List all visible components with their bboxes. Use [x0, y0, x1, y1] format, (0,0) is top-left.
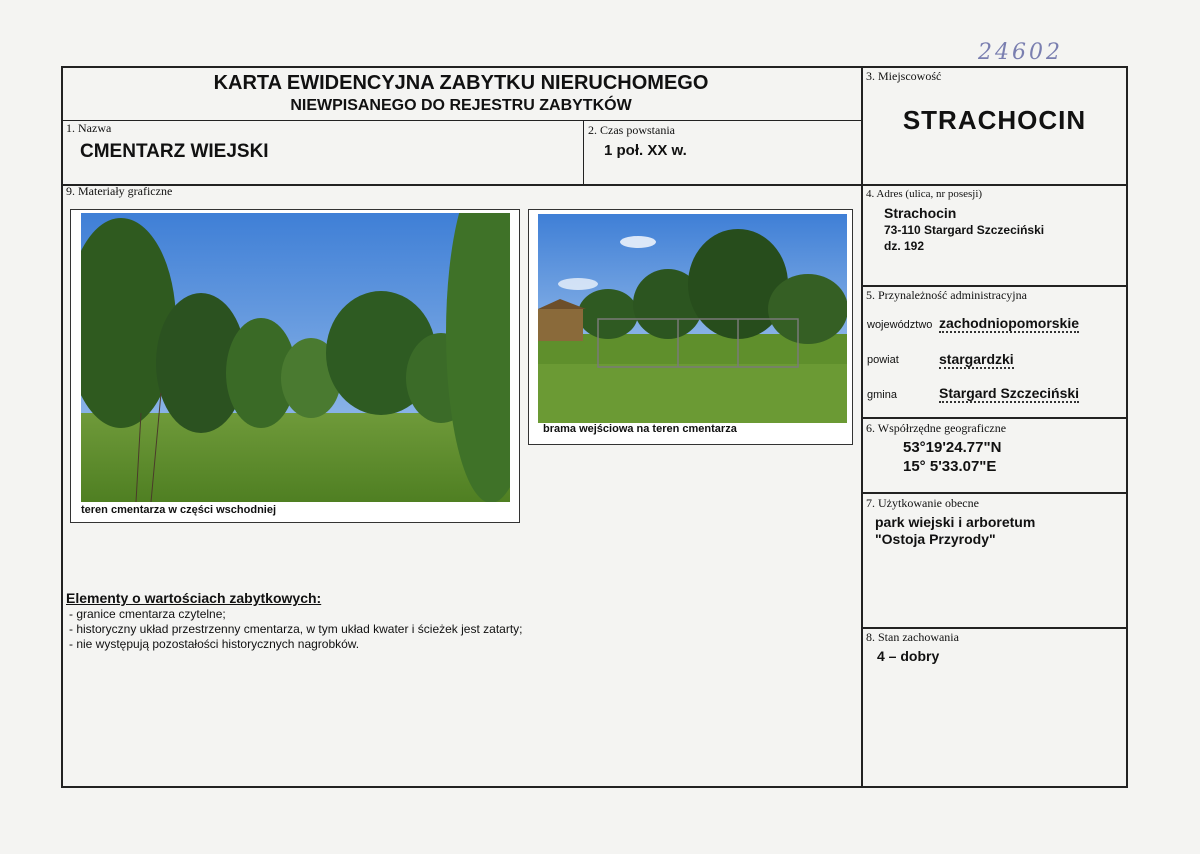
locality-value: STRACHOCIN: [902, 105, 1087, 135]
name-label: 1. Nazwa: [66, 121, 112, 135]
address-line2: 73-110 Stargard Szczeciński: [884, 223, 1045, 237]
locality-label: 3. Miejscowość: [866, 69, 942, 83]
address-label: 4. Adres (ulica, nr posesji): [866, 188, 983, 200]
photo1-caption: teren cmentarza w części wschodniej: [81, 504, 277, 516]
voivodeship-value: zachodniopomorskie: [939, 315, 1080, 331]
usage-line2: "Ostoja Przyrody": [875, 531, 996, 547]
frame-bottom: [61, 786, 1128, 788]
condition-label: 8. Stan zachowania: [866, 630, 959, 644]
date-label: 2. Czas powstania: [588, 123, 675, 137]
list-item: - historyczny układ przestrzenny cmentarza, w tym układ kwater i ścieżek jest zatarty;: [69, 622, 523, 636]
address-line1: Strachocin: [884, 205, 957, 221]
county-value: stargardzki: [939, 351, 1014, 367]
list-item: - granice cmentarza czytelne;: [69, 607, 226, 621]
document-number: 24602: [978, 40, 1063, 65]
coords-latitude: 53°19'24.77"N: [903, 439, 1002, 456]
address-line3: dz. 192: [884, 239, 925, 253]
elements-list: [69, 607, 523, 652]
cemetery-east-photo: [81, 213, 510, 502]
county-label: powiat: [867, 354, 899, 366]
commune-value: Stargard Szczeciński: [939, 385, 1080, 401]
admin-label: 5. Przynależność administracyjna: [866, 288, 1027, 302]
elements-heading: Elementy o wartościach zabytkowych:: [66, 590, 322, 606]
condition-value: 4 – dobry: [877, 648, 940, 664]
frame-right: [1126, 66, 1128, 788]
coords-longitude: 15° 5'33.07"E: [903, 458, 997, 475]
frame-left: [61, 66, 63, 788]
date-value: 1 poł. XX w.: [604, 142, 687, 159]
voivodeship-label: województwo: [867, 319, 933, 331]
commune-label: gmina: [867, 389, 897, 401]
list-item: - nie występują pozostałości historycznych nagrobków.: [69, 637, 360, 651]
name-value: CMENTARZ WIEJSKI: [80, 141, 269, 162]
photo2-caption: brama wejściowa na teren cmentarza: [543, 423, 737, 435]
frame-top: [61, 66, 1128, 68]
cemetery-gate-photo: [538, 214, 847, 423]
card-title-line1: KARTA EWIDENCYJNA ZABYTKU NIERUCHOMEGO: [213, 72, 709, 94]
graphics-label: 9. Materiały graficzne: [66, 184, 173, 198]
card-title-line2: NIEWPISANEGO DO REJESTRU ZABYTKÓW: [290, 97, 632, 114]
usage-label: 7. Użytkowanie obecne: [866, 496, 979, 510]
usage-line1: park wiejski i arboretum: [875, 514, 1036, 530]
coords-label: 6. Współrzędne geograficzne: [866, 421, 1007, 435]
